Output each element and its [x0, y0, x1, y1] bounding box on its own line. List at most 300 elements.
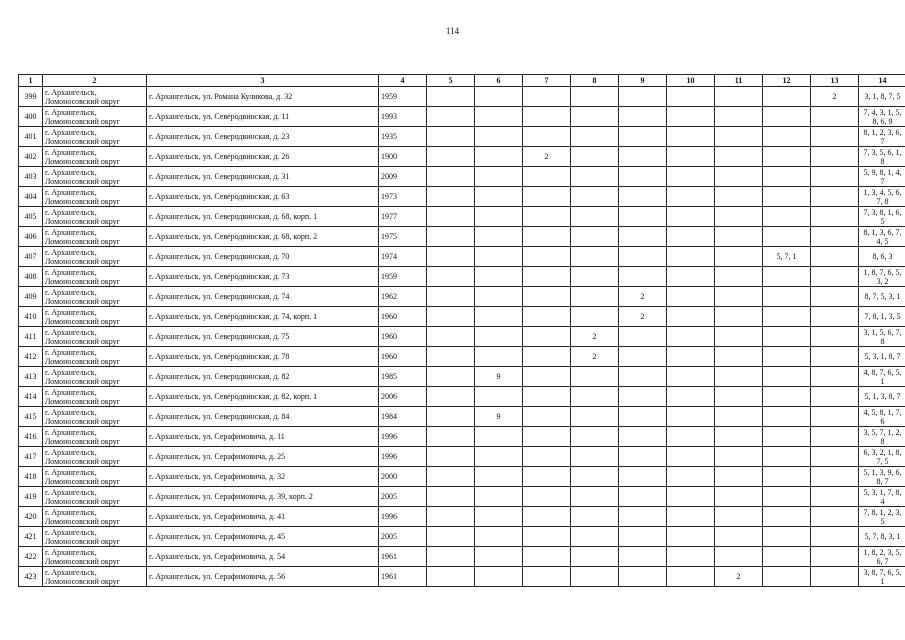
cell-col-3: г. Архангельск, ул. Северодвинская, д. 73 — [147, 267, 379, 287]
cell-col-9 — [619, 467, 667, 487]
cell-col-10 — [667, 227, 715, 247]
cell-col-12 — [763, 427, 811, 447]
cell-col-12 — [763, 447, 811, 467]
cell-col-10 — [667, 167, 715, 187]
cell-col-2: г. Архангельск, Ломоносовский округ — [43, 147, 147, 167]
cell-col-10 — [667, 207, 715, 227]
cell-col-1: 403 — [19, 167, 43, 187]
cell-col-1: 401 — [19, 127, 43, 147]
cell-col-5 — [427, 547, 475, 567]
cell-col-11 — [715, 167, 763, 187]
table-row — [19, 187, 905, 207]
cell-col-7 — [523, 427, 571, 447]
cell-col-6 — [475, 307, 523, 327]
cell-col-5 — [427, 507, 475, 527]
cell-col-10 — [667, 187, 715, 207]
cell-col-9 — [619, 267, 667, 287]
cell-col-11 — [715, 267, 763, 287]
cell-col-8 — [571, 487, 619, 507]
cell-col-4: 2006 — [379, 387, 427, 407]
cell-col-6 — [475, 507, 523, 527]
cell-col-14: 7, 8, 1, 2, 3, 5 — [859, 507, 905, 527]
cell-col-12 — [763, 327, 811, 347]
table-row — [19, 427, 905, 447]
cell-col-12 — [763, 567, 811, 587]
table-row — [19, 487, 905, 507]
cell-col-11 — [715, 307, 763, 327]
cell-col-4: 1996 — [379, 427, 427, 447]
table-row — [19, 87, 905, 107]
cell-col-14: 3, 5, 7, 1, 2, 8 — [859, 427, 905, 447]
cell-col-7 — [523, 187, 571, 207]
table-row — [19, 147, 905, 167]
cell-col-5 — [427, 307, 475, 327]
cell-col-10 — [667, 247, 715, 267]
cell-col-4: 1984 — [379, 407, 427, 427]
cell-col-11 — [715, 507, 763, 527]
cell-col-1: 423 — [19, 567, 43, 587]
cell-col-8 — [571, 187, 619, 207]
cell-col-7 — [523, 267, 571, 287]
cell-col-4: 2009 — [379, 167, 427, 187]
cell-col-14: 4, 5, 8, 1, 7, 6 — [859, 407, 905, 427]
cell-col-2: г. Архангельск, Ломоносовский округ — [43, 127, 147, 147]
cell-col-13: 2 — [811, 87, 859, 107]
cell-col-4: 1935 — [379, 127, 427, 147]
cell-col-5 — [427, 387, 475, 407]
cell-col-1: 422 — [19, 547, 43, 567]
cell-col-2: г. Архангельск, Ломоносовский округ — [43, 547, 147, 567]
cell-col-5 — [427, 487, 475, 507]
cell-col-13 — [811, 247, 859, 267]
cell-col-4: 2000 — [379, 467, 427, 487]
cell-col-14: 7, 3, 8, 1, 6, 5 — [859, 207, 905, 227]
cell-col-9 — [619, 147, 667, 167]
cell-col-1: 415 — [19, 407, 43, 427]
cell-col-9: 2 — [619, 287, 667, 307]
cell-col-11 — [715, 407, 763, 427]
cell-col-12 — [763, 367, 811, 387]
cell-col-2: г. Архангельск, Ломоносовский округ — [43, 227, 147, 247]
cell-col-3: г. Архангельск, ул. Северодвинская, д. 11 — [147, 107, 379, 127]
cell-col-4: 1977 — [379, 207, 427, 227]
cell-col-13 — [811, 287, 859, 307]
cell-col-7 — [523, 327, 571, 347]
cell-col-9 — [619, 527, 667, 547]
cell-col-2: г. Архангельск, Ломоносовский округ — [43, 507, 147, 527]
cell-col-2: г. Архангельск, Ломоносовский округ — [43, 287, 147, 307]
cell-col-14: 1, 8, 7, 6, 5, 3, 2 — [859, 267, 905, 287]
cell-col-3: г. Архангельск, ул. Северодвинская, д. 70 — [147, 247, 379, 267]
cell-col-1: 406 — [19, 227, 43, 247]
cell-col-2: г. Архангельск, Ломоносовский округ — [43, 487, 147, 507]
cell-col-9 — [619, 447, 667, 467]
cell-col-10 — [667, 507, 715, 527]
cell-col-3: г. Архангельск, ул. Серафимовича, д. 39, корп. 2 — [147, 487, 379, 507]
cell-col-9 — [619, 187, 667, 207]
cell-col-4: 1996 — [379, 507, 427, 527]
table-row — [19, 287, 905, 307]
cell-col-14: 4, 8, 7, 6, 5, 1 — [859, 367, 905, 387]
cell-col-3: г. Архангельск, ул. Северодвинская, д. 78 — [147, 347, 379, 367]
cell-col-3: г. Архангельск, ул. Северодвинская, д. 84 — [147, 407, 379, 427]
cell-col-7 — [523, 407, 571, 427]
cell-col-6 — [475, 127, 523, 147]
cell-col-3: г. Архангельск, ул. Северодвинская, д. 68, корп. 1 — [147, 207, 379, 227]
cell-col-14: 5, 9, 8, 1, 4, 7 — [859, 167, 905, 187]
cell-col-13 — [811, 207, 859, 227]
page-number: 114 — [445, 26, 460, 36]
cell-col-9 — [619, 407, 667, 427]
cell-col-10 — [667, 347, 715, 367]
cell-col-5 — [427, 247, 475, 267]
cell-col-8: 2 — [571, 327, 619, 347]
cell-col-10 — [667, 547, 715, 567]
column-header-4: 4 — [379, 75, 427, 87]
cell-col-6 — [475, 107, 523, 127]
cell-col-8: 2 — [571, 347, 619, 367]
cell-col-13 — [811, 187, 859, 207]
cell-col-6 — [475, 87, 523, 107]
cell-col-1: 419 — [19, 487, 43, 507]
cell-col-4: 1959 — [379, 87, 427, 107]
cell-col-7 — [523, 447, 571, 467]
cell-col-6 — [475, 347, 523, 367]
cell-col-11 — [715, 487, 763, 507]
cell-col-5 — [427, 447, 475, 467]
cell-col-10 — [667, 127, 715, 147]
cell-col-14: 7, 3, 5, 6, 1, 8 — [859, 147, 905, 167]
cell-col-12 — [763, 547, 811, 567]
cell-col-3: г. Архангельск, ул. Серафимовича, д. 41 — [147, 507, 379, 527]
cell-col-5 — [427, 347, 475, 367]
table-row — [19, 507, 905, 527]
column-header-3: 3 — [147, 75, 379, 87]
cell-col-9 — [619, 347, 667, 367]
cell-col-7 — [523, 367, 571, 387]
cell-col-10 — [667, 467, 715, 487]
table-row — [19, 527, 905, 547]
cell-col-11 — [715, 387, 763, 407]
cell-col-13 — [811, 107, 859, 127]
cell-col-10 — [667, 487, 715, 507]
cell-col-6 — [475, 387, 523, 407]
cell-col-1: 399 — [19, 87, 43, 107]
cell-col-5 — [427, 527, 475, 547]
cell-col-4: 1960 — [379, 347, 427, 367]
cell-col-7 — [523, 347, 571, 367]
cell-col-6 — [475, 567, 523, 587]
cell-col-3: г. Архангельск, ул. Северодвинская, д. 68, корп. 2 — [147, 227, 379, 247]
cell-col-7 — [523, 207, 571, 227]
cell-col-14: 5, 3, 1, 8, 7 — [859, 347, 905, 367]
cell-col-11 — [715, 107, 763, 127]
cell-col-13 — [811, 387, 859, 407]
cell-col-9 — [619, 507, 667, 527]
cell-col-14: 7, 8, 1, 3, 5 — [859, 307, 905, 327]
cell-col-10 — [667, 567, 715, 587]
cell-col-2: г. Архангельск, Ломоносовский округ — [43, 107, 147, 127]
cell-col-1: 411 — [19, 327, 43, 347]
cell-col-10 — [667, 287, 715, 307]
cell-col-12: 5, 7, 1 — [763, 247, 811, 267]
cell-col-7 — [523, 547, 571, 567]
cell-col-1: 417 — [19, 447, 43, 467]
column-header-8: 8 — [571, 75, 619, 87]
cell-col-8 — [571, 387, 619, 407]
cell-col-12 — [763, 507, 811, 527]
cell-col-11: 2 — [715, 567, 763, 587]
cell-col-8 — [571, 367, 619, 387]
cell-col-9 — [619, 87, 667, 107]
cell-col-4: 1960 — [379, 327, 427, 347]
cell-col-1: 409 — [19, 287, 43, 307]
cell-col-9 — [619, 427, 667, 447]
cell-col-3: г. Архангельск, ул. Серафимовича, д. 45 — [147, 527, 379, 547]
cell-col-10 — [667, 447, 715, 467]
cell-col-7 — [523, 227, 571, 247]
cell-col-3: г. Архангельск, ул. Серафимовича, д. 54 — [147, 547, 379, 567]
cell-col-8 — [571, 87, 619, 107]
cell-col-7 — [523, 307, 571, 327]
cell-col-6 — [475, 447, 523, 467]
table-row — [19, 447, 905, 467]
cell-col-3: г. Архангельск, ул. Серафимовича, д. 11 — [147, 427, 379, 447]
table-row — [19, 167, 905, 187]
cell-col-10 — [667, 407, 715, 427]
cell-col-5 — [427, 267, 475, 287]
cell-col-12 — [763, 467, 811, 487]
cell-col-12 — [763, 347, 811, 367]
cell-col-2: г. Архангельск, Ломоносовский округ — [43, 467, 147, 487]
cell-col-14: 5, 1, 3, 9, 6, 8, 7 — [859, 467, 905, 487]
cell-col-1: 418 — [19, 467, 43, 487]
cell-col-9 — [619, 247, 667, 267]
cell-col-13 — [811, 147, 859, 167]
cell-col-11 — [715, 547, 763, 567]
cell-col-12 — [763, 207, 811, 227]
cell-col-1: 416 — [19, 427, 43, 447]
cell-col-6 — [475, 207, 523, 227]
cell-col-10 — [667, 327, 715, 347]
cell-col-11 — [715, 247, 763, 267]
cell-col-9 — [619, 127, 667, 147]
cell-col-7 — [523, 387, 571, 407]
column-header-9: 9 — [619, 75, 667, 87]
cell-col-13 — [811, 327, 859, 347]
table-row — [19, 407, 905, 427]
cell-col-14: 1, 8, 2, 3, 5, 6, 7 — [859, 547, 905, 567]
cell-col-14: 8, 7, 5, 3, 1 — [859, 287, 905, 307]
cell-col-9 — [619, 487, 667, 507]
cell-col-6 — [475, 467, 523, 487]
cell-col-8 — [571, 167, 619, 187]
cell-col-10 — [667, 147, 715, 167]
cell-col-12 — [763, 487, 811, 507]
cell-col-2: г. Архангельск, Ломоносовский округ — [43, 327, 147, 347]
cell-col-1: 420 — [19, 507, 43, 527]
column-header-14: 14 — [859, 75, 905, 87]
cell-col-11 — [715, 127, 763, 147]
column-header-10: 10 — [667, 75, 715, 87]
cell-col-13 — [811, 227, 859, 247]
cell-col-7: 2 — [523, 147, 571, 167]
cell-col-13 — [811, 447, 859, 467]
table-row — [19, 207, 905, 227]
cell-col-8 — [571, 227, 619, 247]
cell-col-11 — [715, 227, 763, 247]
cell-col-10 — [667, 427, 715, 447]
table-row — [19, 367, 905, 387]
cell-col-9 — [619, 367, 667, 387]
cell-col-1: 413 — [19, 367, 43, 387]
cell-col-12 — [763, 307, 811, 327]
cell-col-6 — [475, 427, 523, 447]
cell-col-12 — [763, 407, 811, 427]
cell-col-1: 402 — [19, 147, 43, 167]
column-header-6: 6 — [475, 75, 523, 87]
table-row — [19, 107, 905, 127]
cell-col-14: 1, 3, 4, 5, 6, 7, 8 — [859, 187, 905, 207]
cell-col-10 — [667, 87, 715, 107]
cell-col-14: 5, 1, 3, 8, 7 — [859, 387, 905, 407]
cell-col-5 — [427, 207, 475, 227]
table-body — [19, 87, 905, 587]
cell-col-3: г. Архангельск, ул. Северодвинская, д. 26 — [147, 147, 379, 167]
cell-col-3: г. Архангельск, ул. Северодвинская, д. 82, корп. 1 — [147, 387, 379, 407]
cell-col-2: г. Архангельск, Ломоносовский округ — [43, 247, 147, 267]
cell-col-6 — [475, 227, 523, 247]
cell-col-6 — [475, 167, 523, 187]
cell-col-10 — [667, 307, 715, 327]
cell-col-2: г. Архангельск, Ломоносовский округ — [43, 187, 147, 207]
cell-col-5 — [427, 167, 475, 187]
table-row — [19, 547, 905, 567]
cell-col-8 — [571, 527, 619, 547]
cell-col-5 — [427, 87, 475, 107]
table-row — [19, 267, 905, 287]
cell-col-4: 1959 — [379, 267, 427, 287]
cell-col-7 — [523, 487, 571, 507]
cell-col-9 — [619, 167, 667, 187]
cell-col-9 — [619, 227, 667, 247]
cell-col-3: г. Архангельск, ул. Северодвинская, д. 63 — [147, 187, 379, 207]
cell-col-10 — [667, 387, 715, 407]
cell-col-11 — [715, 327, 763, 347]
cell-col-14: 3, 1, 8, 7, 5 — [859, 87, 905, 107]
cell-col-10 — [667, 267, 715, 287]
column-header-13: 13 — [811, 75, 859, 87]
cell-col-13 — [811, 547, 859, 567]
cell-col-13 — [811, 507, 859, 527]
cell-col-12 — [763, 87, 811, 107]
table-row — [19, 327, 905, 347]
cell-col-3: г. Архангельск, ул. Северодвинская, д. 23 — [147, 127, 379, 147]
table-row — [19, 127, 905, 147]
cell-col-3: г. Архангельск, ул. Северодвинская, д. 75 — [147, 327, 379, 347]
cell-col-9 — [619, 207, 667, 227]
cell-col-8 — [571, 547, 619, 567]
cell-col-1: 405 — [19, 207, 43, 227]
cell-col-9 — [619, 547, 667, 567]
cell-col-8 — [571, 147, 619, 167]
table-header — [19, 75, 905, 87]
cell-col-2: г. Архангельск, Ломоносовский округ — [43, 307, 147, 327]
cell-col-12 — [763, 187, 811, 207]
table-row — [19, 227, 905, 247]
cell-col-5 — [427, 567, 475, 587]
cell-col-11 — [715, 347, 763, 367]
cell-col-8 — [571, 407, 619, 427]
cell-col-12 — [763, 107, 811, 127]
cell-col-8 — [571, 567, 619, 587]
cell-col-4: 1900 — [379, 147, 427, 167]
cell-col-5 — [427, 327, 475, 347]
cell-col-12 — [763, 167, 811, 187]
cell-col-7 — [523, 87, 571, 107]
cell-col-3: г. Архангельск, ул. Романа Куликова, д. 32 — [147, 87, 379, 107]
cell-col-8 — [571, 307, 619, 327]
cell-col-11 — [715, 527, 763, 547]
cell-col-8 — [571, 127, 619, 147]
cell-col-6 — [475, 267, 523, 287]
cell-col-4: 1960 — [379, 307, 427, 327]
cell-col-5 — [427, 187, 475, 207]
cell-col-9 — [619, 327, 667, 347]
cell-col-1: 412 — [19, 347, 43, 367]
cell-col-1: 421 — [19, 527, 43, 547]
cell-col-4: 1962 — [379, 287, 427, 307]
cell-col-12 — [763, 127, 811, 147]
cell-col-3: г. Архангельск, ул. Северодвинская, д. 31 — [147, 167, 379, 187]
cell-col-6 — [475, 327, 523, 347]
cell-col-7 — [523, 127, 571, 147]
cell-col-12 — [763, 527, 811, 547]
cell-col-6 — [475, 147, 523, 167]
column-header-12: 12 — [763, 75, 811, 87]
cell-col-12 — [763, 267, 811, 287]
cell-col-2: г. Архангельск, Ломоносовский округ — [43, 527, 147, 547]
cell-col-6 — [475, 287, 523, 307]
cell-col-14: 6, 3, 2, 1, 8, 7, 5 — [859, 447, 905, 467]
cell-col-13 — [811, 407, 859, 427]
column-header-7: 7 — [523, 75, 571, 87]
cell-col-14: 7, 4, 3, 1, 5, 8, 6, 9 — [859, 107, 905, 127]
cell-col-10 — [667, 527, 715, 547]
cell-col-13 — [811, 367, 859, 387]
cell-col-13 — [811, 567, 859, 587]
cell-col-13 — [811, 347, 859, 367]
cell-col-2: г. Архангельск, Ломоносовский округ — [43, 87, 147, 107]
cell-col-8 — [571, 467, 619, 487]
cell-col-12 — [763, 227, 811, 247]
table-row — [19, 467, 905, 487]
cell-col-1: 400 — [19, 107, 43, 127]
column-header-1: 1 — [19, 75, 43, 87]
cell-col-5 — [427, 467, 475, 487]
cell-col-1: 410 — [19, 307, 43, 327]
cell-col-8 — [571, 267, 619, 287]
cell-col-3: г. Архангельск, ул. Серафимовича, д. 32 — [147, 467, 379, 487]
cell-col-11 — [715, 447, 763, 467]
cell-col-7 — [523, 287, 571, 307]
cell-col-11 — [715, 87, 763, 107]
cell-col-9 — [619, 387, 667, 407]
cell-col-5 — [427, 367, 475, 387]
cell-col-6 — [475, 487, 523, 507]
cell-col-10 — [667, 367, 715, 387]
cell-col-13 — [811, 267, 859, 287]
